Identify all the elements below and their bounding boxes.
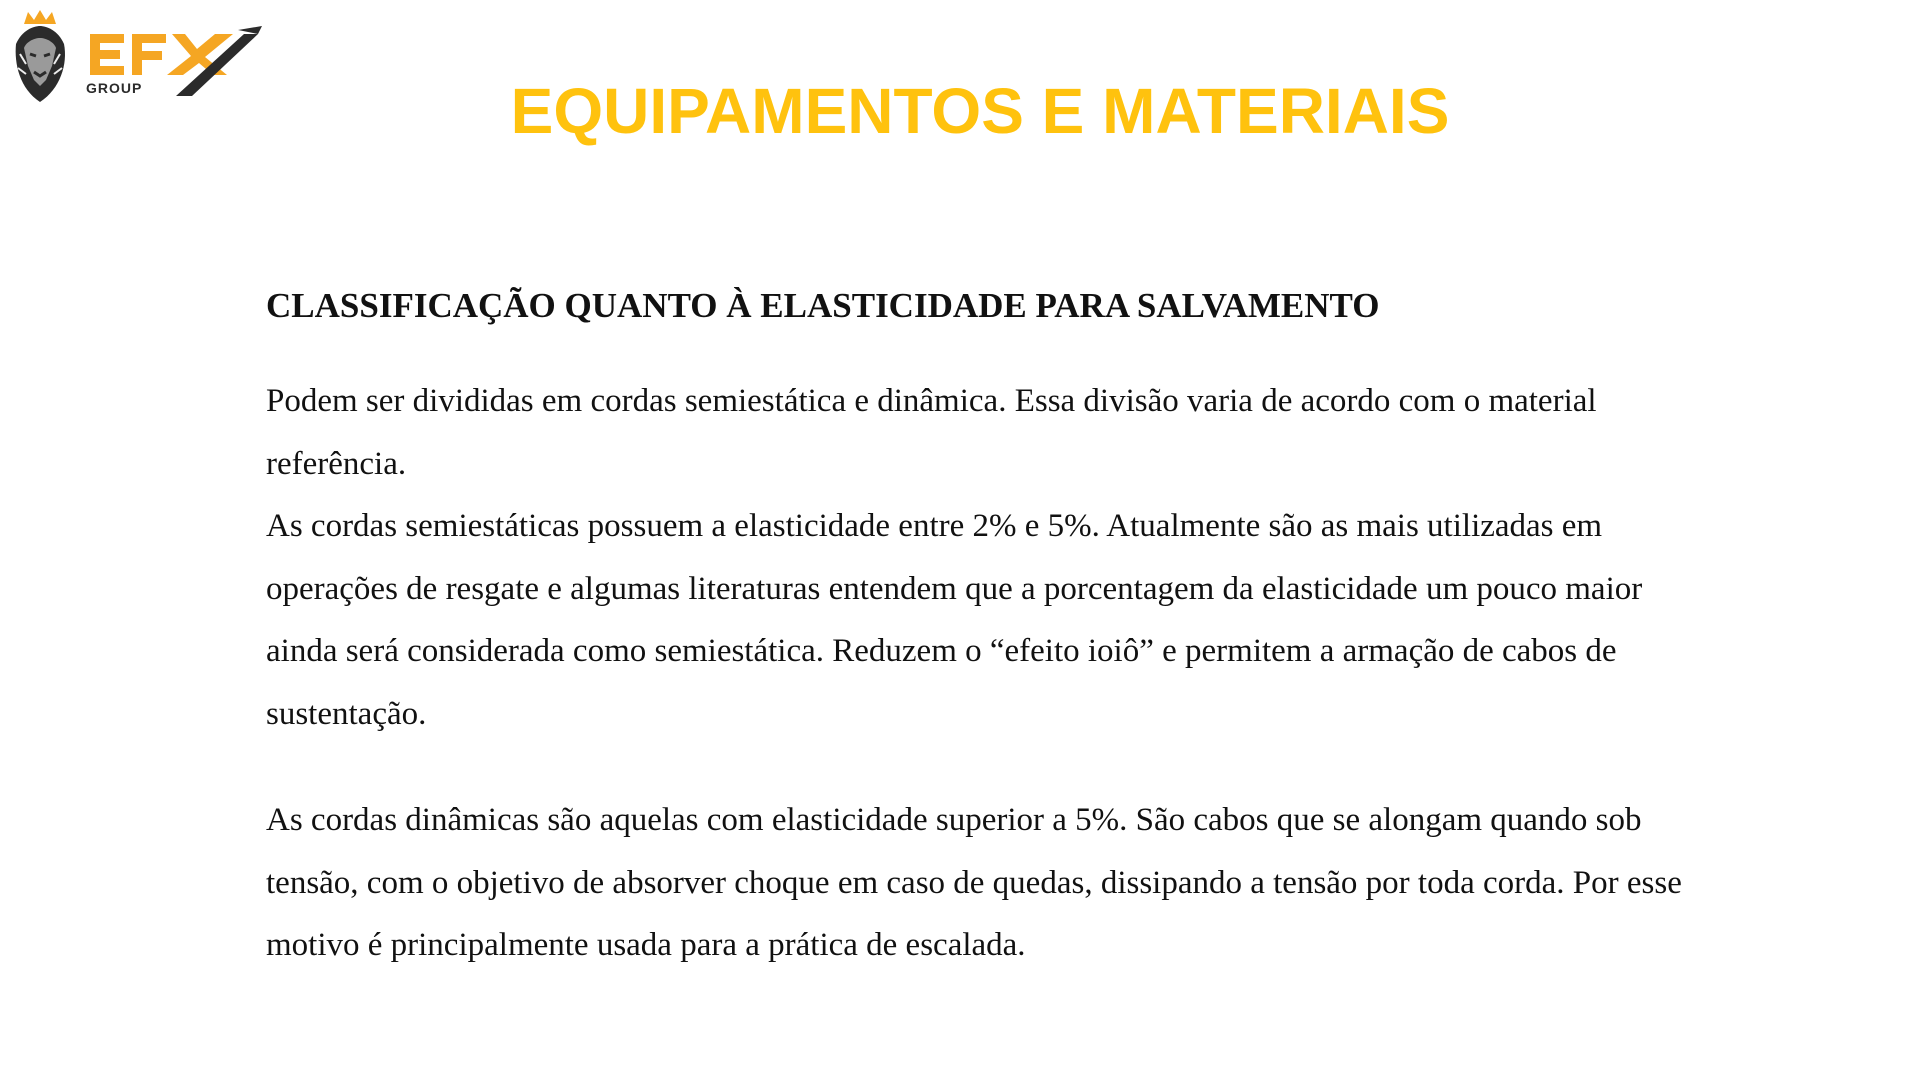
paragraph-intro: Podem ser divididas em cordas semiestática e dinâmica. Essa divisão varia de acordo com o material referência. bbox=[266, 383, 1597, 482]
slide-content bbox=[266, 282, 1686, 977]
page-title-text: EQUIPAMENTOS E MATERIAIS bbox=[510, 75, 1450, 147]
page-title bbox=[0, 74, 1920, 148]
paragraph-dinamica: As cordas dinâmicas são aquelas com elasticidade superior a 5%. São cabos que se alongam quando sob tensão, com o objetivo de absorver choque em caso de quedas, dissipando a tensão por toda corda. Por esse motivo é principalmente usada para a prática de escalada. bbox=[266, 802, 1682, 963]
logo-subtext: GROUP bbox=[86, 80, 143, 96]
section-heading: CLASSIFICAÇÃO QUANTO À ELASTICIDADE PARA SALVAMENTO bbox=[266, 286, 1380, 325]
paragraph-semiestatica: As cordas semiestáticas possuem a elasticidade entre 2% e 5%. Atualmente são as mais utilizadas em operações de resgate e algumas literaturas entendem que a porcentagem da elasticidade um pouco maior ainda será considerada como semiestática. Reduzem o “efeito ioiô” e permitem a armação de cabos de sustentação. bbox=[266, 508, 1643, 732]
